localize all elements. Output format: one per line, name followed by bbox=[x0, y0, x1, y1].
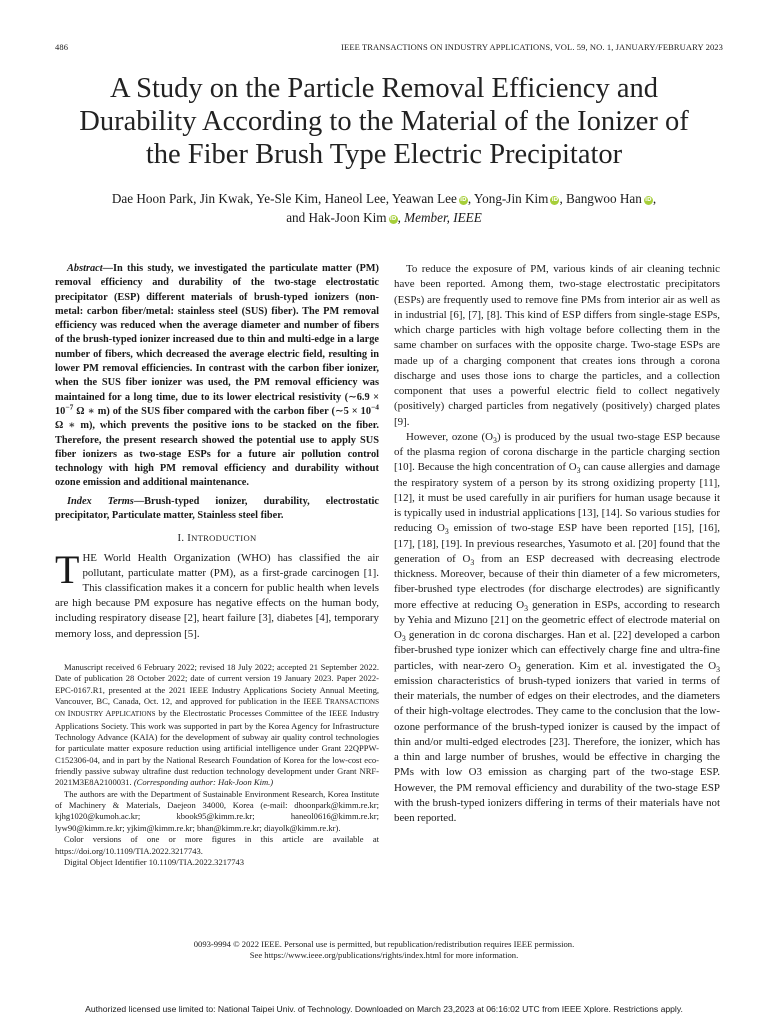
orcid-icon[interactable]: iD bbox=[645, 197, 652, 203]
abstract-text: —In this study, we investigated the particulate matter (PM) removal efficiency and durability of the two-stage electrostatic precipitator (ESP) different materials of brush-typed ionizers (non-metal: carbon fiber/metal: stainless steel (SUS) fiber). The PM removal efficiency was reduced when the average diameter and number of fibers of the brush-typed ionizer increased due to thin and multi-edge in a large number of fibers, which decreased the average electric field, resulting in lower PM removal efficiencies. In contrast with the carbon fiber ionizer, when the SUS fiber ionizer was used, the PM removal efficiency was maintained for a long time, due to its lower electrical resistivity (∼6.9 × 10 bbox=[55, 263, 379, 417]
author-names: Dae Hoon Park, Jin Kwak, Ye-Sle Kim, Haneol Lee, Yeawan Lee bbox=[111, 191, 457, 206]
subscript: 3 bbox=[401, 634, 406, 644]
abstract-text: Ω ∗ m), which prevents the positive ions to be stacked on the fiber. Therefore, the present research showed the potential use to apply SUS fiber ionizers as two-stage ESPs for a future air pollution control technology with high PM removal efficiency and durability without ozone emission and additional maintenance. bbox=[55, 420, 379, 489]
author-separator: , bbox=[652, 191, 657, 206]
license-footer: Authorized licensed use limited to: National Taipei Univ. of Technology. Downloaded on March 23,2023 at 06:16:02 UTC from IEEE Xplore. Restrictions apply. bbox=[85, 1004, 683, 1014]
abstract bbox=[55, 262, 379, 491]
author-list bbox=[40, 189, 728, 227]
subscript: 3 bbox=[470, 557, 475, 567]
footnote-text: RANSACTIONS ON bbox=[55, 698, 379, 719]
paragraph-text: generation in dc corona discharges. Han et al. [22] developed a carbon fiber-brushed type ionizer which can effectively charge fine and ultra-fine particles, with near-zero O bbox=[394, 629, 720, 672]
section-number: I. I bbox=[177, 533, 192, 545]
index-terms bbox=[55, 495, 379, 524]
title-line: Durability According to the Material of the Ionizer of bbox=[79, 106, 689, 137]
title-line: A Study on the Particle Removal Efficiency and bbox=[110, 73, 658, 104]
paragraph-text: can cause allergies and damage the respiratory system of a person by its strong oxidizing property [11], [12], it must be used carefully in air purifiers for human usage because it is typically used in industrial applications [13], [14]. So various studies for reducing O bbox=[394, 461, 720, 535]
running-header bbox=[55, 42, 723, 56]
title-line: the Fiber Brush Type Electric Precipitator bbox=[145, 139, 623, 170]
paragraph-text: emission characteristics of brush-typed ionizers that varied in terms of their materials, the number of edges on their electrodes, and the diameters of their high-voltage electrodes. They came to the conclusion that the low-ozone performance of the brush-typed ionizer is caused by the impact of thin and/or multi-edged electrodes [23]. Therefore, the ionizer, which has a thin and large number of brushes, would be effective in charging the PMs with low O3 emission as charging part of the two-stage ESP. However, the PM removal efficiency and durability of the two-stage ESP with the brush-typed ionizers differing in terms of their materials have not been reported. bbox=[394, 674, 720, 824]
footnote-text: NDUSTRY bbox=[70, 710, 106, 719]
exponent: −4 bbox=[371, 402, 379, 412]
author-names: , Bangwoo Han bbox=[559, 191, 642, 206]
orcid-icon[interactable]: iD bbox=[389, 216, 397, 222]
paragraph-text: ) is produced by the usual two-stage ESP because of the plasma region of corona discharge in the particle charging section [10]. Because the high concentration of O bbox=[394, 430, 720, 474]
orcid-icon[interactable]: iD bbox=[551, 197, 559, 203]
paragraph-text: emission of two-stage ESP have been reported [15], [16], [17], [18], [19]. In previous researches, Yasumoto et al. [20] found that the generation of O bbox=[394, 522, 720, 565]
paragraph-text: from an ESP decreased with decreasing electrode thickness. Moreover, because of their thin diameter of a few micrometers, fiber-brushed type electrodes (for discharge electrodes) are significantly more effective at reducing O bbox=[394, 552, 721, 611]
right-column bbox=[394, 262, 720, 826]
member-grade: Member, IEEE bbox=[404, 210, 482, 225]
paragraph-text: However, ozone (O bbox=[406, 430, 494, 443]
paragraph: To reduce the exposure of PM, various kinds of air cleaning technic have been reported. Among them, two-stage electrostatic precipitators (ESPs) are frequently used to remove fine PMs from interior air as well as in industrial [6], [7], [8]. This kind of ESP differs from single-stage ESPs, which charge particles with high voltage before collecting them in the same chamber on surfaces with the opposite charge. Two-stage ESPs are made up of a charging component that creates ions through a corona discharge and uses those ions to charge the particles, and a collection component that uses a powerful electric field to collect negatively (positively) charged particles from negatively (positively) charged plates [9]. bbox=[394, 263, 720, 428]
paper-title bbox=[40, 72, 728, 171]
section-title: NTRODUCTION bbox=[191, 533, 257, 544]
journal-name: IEEE TRANSACTIONS ON INDUSTRY APPLICATIONS, VOL. 59, NO. 1, JANUARY/FEBRUARY 2023 bbox=[341, 42, 723, 52]
subscript: 3 bbox=[444, 527, 449, 537]
subscript: 3 bbox=[576, 466, 581, 476]
index-terms-label: Index Terms bbox=[67, 495, 134, 507]
author-line-2 bbox=[40, 208, 728, 227]
subscript: 3 bbox=[516, 664, 521, 674]
paragraph bbox=[394, 430, 720, 827]
abstract-text: Ω ∗ m) of the SUS fiber compared with the carbon fiber (∼5 × 10 bbox=[73, 405, 372, 417]
author-names: and Hak-Joon Kim bbox=[286, 210, 387, 225]
intro-text: HE World Health Organization (WHO) has classified the air pollutant, particulate matter (PM), as a first-grade carcinogen [1]. This classification makes it a concern for public health when levels are high because PM exposure has negative effects on the human body, including respiratory disease [2], heart failure [3], diabetes [4], temporary memory loss, and depression [5]. bbox=[55, 551, 379, 640]
orcid-icon[interactable]: iD bbox=[460, 197, 467, 203]
subscript: 3 bbox=[716, 664, 720, 674]
copyright-notice bbox=[40, 939, 728, 961]
intro-paragraph bbox=[55, 546, 379, 642]
index-terms-text: —Brush-typed ionizer, durability, electrostatic precipitator, Particulate matter, Stainless steel fiber. bbox=[55, 495, 380, 522]
footnote-text: Manuscript received 6 February 2022; revised 18 July 2022; accepted 21 September 2022. Date of publication 28 October 2022; date of current version 19 January 2023. Paper 2022-EPC-0167.R1, presented at the 2021 IEEE Industry Applications Society Annual Meeting, Vancouver, BC, Canada, Oct. 12, and approved for publication in the IEEE T bbox=[55, 662, 379, 707]
copyright-line: 0093-9994 © 2022 IEEE. Personal use is permitted, but republication/redistribution requires IEEE permission. bbox=[193, 939, 575, 949]
section-heading bbox=[55, 531, 379, 546]
author-names: , Yong-Jin Kim bbox=[467, 191, 549, 206]
footnote-text: A bbox=[105, 708, 112, 719]
page-number: 486 bbox=[55, 42, 69, 52]
footnote-manuscript bbox=[55, 662, 379, 789]
paragraph-text: generation. Kim et al. investigated the O bbox=[520, 659, 717, 672]
subscript: 3 bbox=[524, 603, 529, 613]
footnote-color-versions: Color versions of one or more figures in this article are available at https://doi.org/10.1109/TIA.2022.3217743. bbox=[55, 834, 379, 856]
author-line-1 bbox=[40, 189, 728, 208]
footnote-doi: Digital Object Identifier 10.1109/TIA.2022.3217743 bbox=[64, 856, 245, 867]
footnote-text: by the Electrostatic Processes Committee of the IEEE Industry Applications Society. This work was supported in part by the Korea Agency for Infrastructure Technology Advance (KAIA) for the development of subway air quality control technologies for particulate matter exposure reduction using artificial intelligence under Grant 22QPPW-C152306-04, and in part by the National Research Foundation of Korea for the low-cost eco-friendly passive subway ultrafine dust reduction technology development under Grant NRF-2021M3E8A2100031. bbox=[55, 708, 379, 788]
paragraph-text: generation in ESPs, according to research by Yehia and Mizuno [21] on the geometric effect of electrode material on O bbox=[394, 598, 720, 641]
footnote-text: I bbox=[67, 708, 71, 719]
footnote-affiliation: The authors are with the Department of Sustainable Environment Research, Korea Institute of Machinery & Materials, Daejeon 34000, Korea (e-mail: dhoonpark@kimm.re.kr; kjhg1020@kumoh.ac.kr; kbook95@kimm.re.kr; haneol0616@kimm.re.kr; lyw90@kimm.re.kr; yjkim@kimm.re.kr; bhan@kimm.re.kr; diayolk@kimm.re.kr). bbox=[55, 788, 379, 833]
abstract-label: Abstract bbox=[67, 263, 103, 274]
author-separator: , bbox=[397, 210, 405, 225]
copyright-line: See https://www.ieee.org/publications/rights/index.html for more information. bbox=[249, 950, 519, 960]
drop-cap: T bbox=[55, 546, 80, 592]
left-column bbox=[55, 262, 379, 642]
footnote-text: PPLICATIONS bbox=[111, 710, 156, 719]
subscript: 3 bbox=[493, 435, 497, 445]
exponent: −7 bbox=[65, 402, 74, 412]
footnote bbox=[55, 662, 379, 868]
corresponding-author: (Corresponding author: Hak-Joon Kim.) bbox=[133, 777, 274, 788]
